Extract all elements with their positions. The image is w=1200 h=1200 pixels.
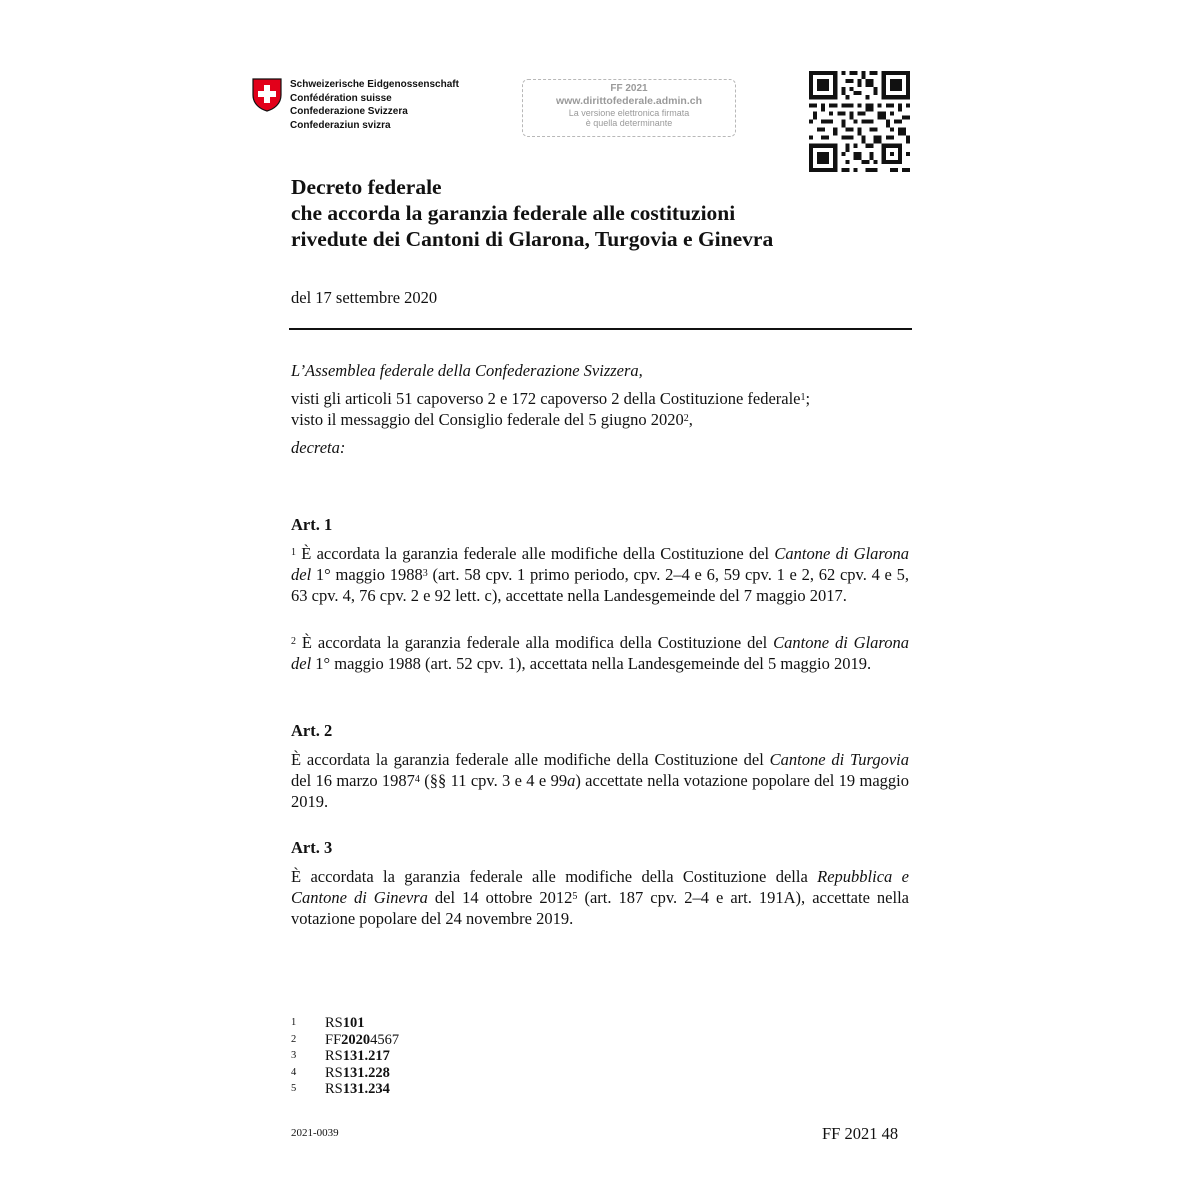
confederation-name-fr: Confédération suisse [290,92,392,104]
footnote-ref[interactable]: 4 [414,774,420,785]
swiss-cross-shield-icon [252,78,282,112]
stamp-note-1: La versione elettronica firmata [568,108,690,118]
confederation-logo [252,78,492,138]
page-reference: FF 2021 48 [822,1124,899,1143]
confederation-name-rm: Confederaziun svizra [290,119,391,131]
stamp-note-2: è quella determinante [585,118,673,128]
confederation-names [290,78,459,132]
footnote: 5 RS 131.234 [291,1081,390,1097]
footnote-ref[interactable]: 3 [422,568,428,579]
title-line-1: Decreto federale [291,175,442,199]
preamble-decreta: decreta: [291,438,346,457]
qr-code-icon [809,71,910,172]
stamp-website: www.dirittofederale.admin.ch [555,95,703,107]
document-id: 2021-0039 [291,1127,339,1139]
stamp-publication: FF 2021 [610,83,648,94]
article-3-heading: Art. 3 [291,838,333,857]
footnote-ref[interactable]: 5 [572,891,578,902]
article-1-paragraph-1: $^1$ È accordata la garanzia federale alle modifiche della Costituzione del Cantone di Glarona del 1° maggio 1988$^3$ (art. 58 cpv. 1 primo periodo, cpv. 2–4 e 6, 59 cpv. 1 e 2, 62 cpv. 4 e 5, 63 cpv. 4, 76 cpv. 2 e 92 lett. c), accettate nella Landesgemeinde del 7 maggio 2017. [291,544,909,605]
preamble-visti: visti gli articoli 51 capoverso 2 e 172 capoverso 2 della Costituzione federale$^1$; [291,389,811,408]
footnote: 3 RS 131.217 [291,1048,390,1064]
header-divider [289,328,912,330]
preamble-visto: visto il messaggio del Consiglio federale del 5 giugno 2020$^2$, [291,410,693,429]
title-line-2: che accorda la garanzia federale alle costituzioni [291,201,736,225]
article-3-paragraph: È accordata la garanzia federale alle modifiche della Costituzione della Repubblica e Cantone di Ginevra del 14 ottobre 2012$^5$ (art. 187 cpv. 2–4 e art. 191A), accettate nella votazione popolare del 24 novembre 2019. [291,867,909,928]
document-date: del 17 settembre 2020 [291,288,438,307]
preamble-assembly: L’Assemblea federale della Confederazione Svizzera, [291,361,643,380]
footnote: 4 RS 131.228 [291,1064,390,1081]
electronic-signature-stamp [522,79,736,137]
document-title [291,174,911,252]
confederation-name-de: Schweizerische Eidgenossenschaft [290,79,459,90]
footnote: 1 RS 101 [291,1015,365,1031]
footnote: 2 FF 2020 4567 [291,1031,400,1048]
confederation-name-it: Confederazione Svizzera [290,106,408,117]
article-2-paragraph: È accordata la garanzia federale alle modifiche della Costituzione del Cantone di Turgovia del 16 marzo 1987$^4$ (§§ 11 cpv. 3 e 4 e 99a) accettate nella votazione popolare del 19 maggio 2019. [291,750,909,811]
footnote-ref[interactable]: 2 [683,413,689,424]
article-2-heading: Art. 2 [291,721,333,740]
preamble [291,360,911,458]
article-1-heading: Art. 1 [291,515,333,534]
footnote-ref[interactable]: 1 [800,392,806,403]
article-1-paragraph-2: $^2$ È accordata la garanzia federale alla modifica della Costituzione del Cantone di Glarona del 1° maggio 1988 (art. 52 cpv. 1), accettata nella Landesgemeinde del 5 maggio 2019. [291,633,909,673]
footnotes [291,1015,399,1098]
title-line-3: rivedute dei Cantoni di Glarona, Turgovia e Ginevra [291,227,774,251]
